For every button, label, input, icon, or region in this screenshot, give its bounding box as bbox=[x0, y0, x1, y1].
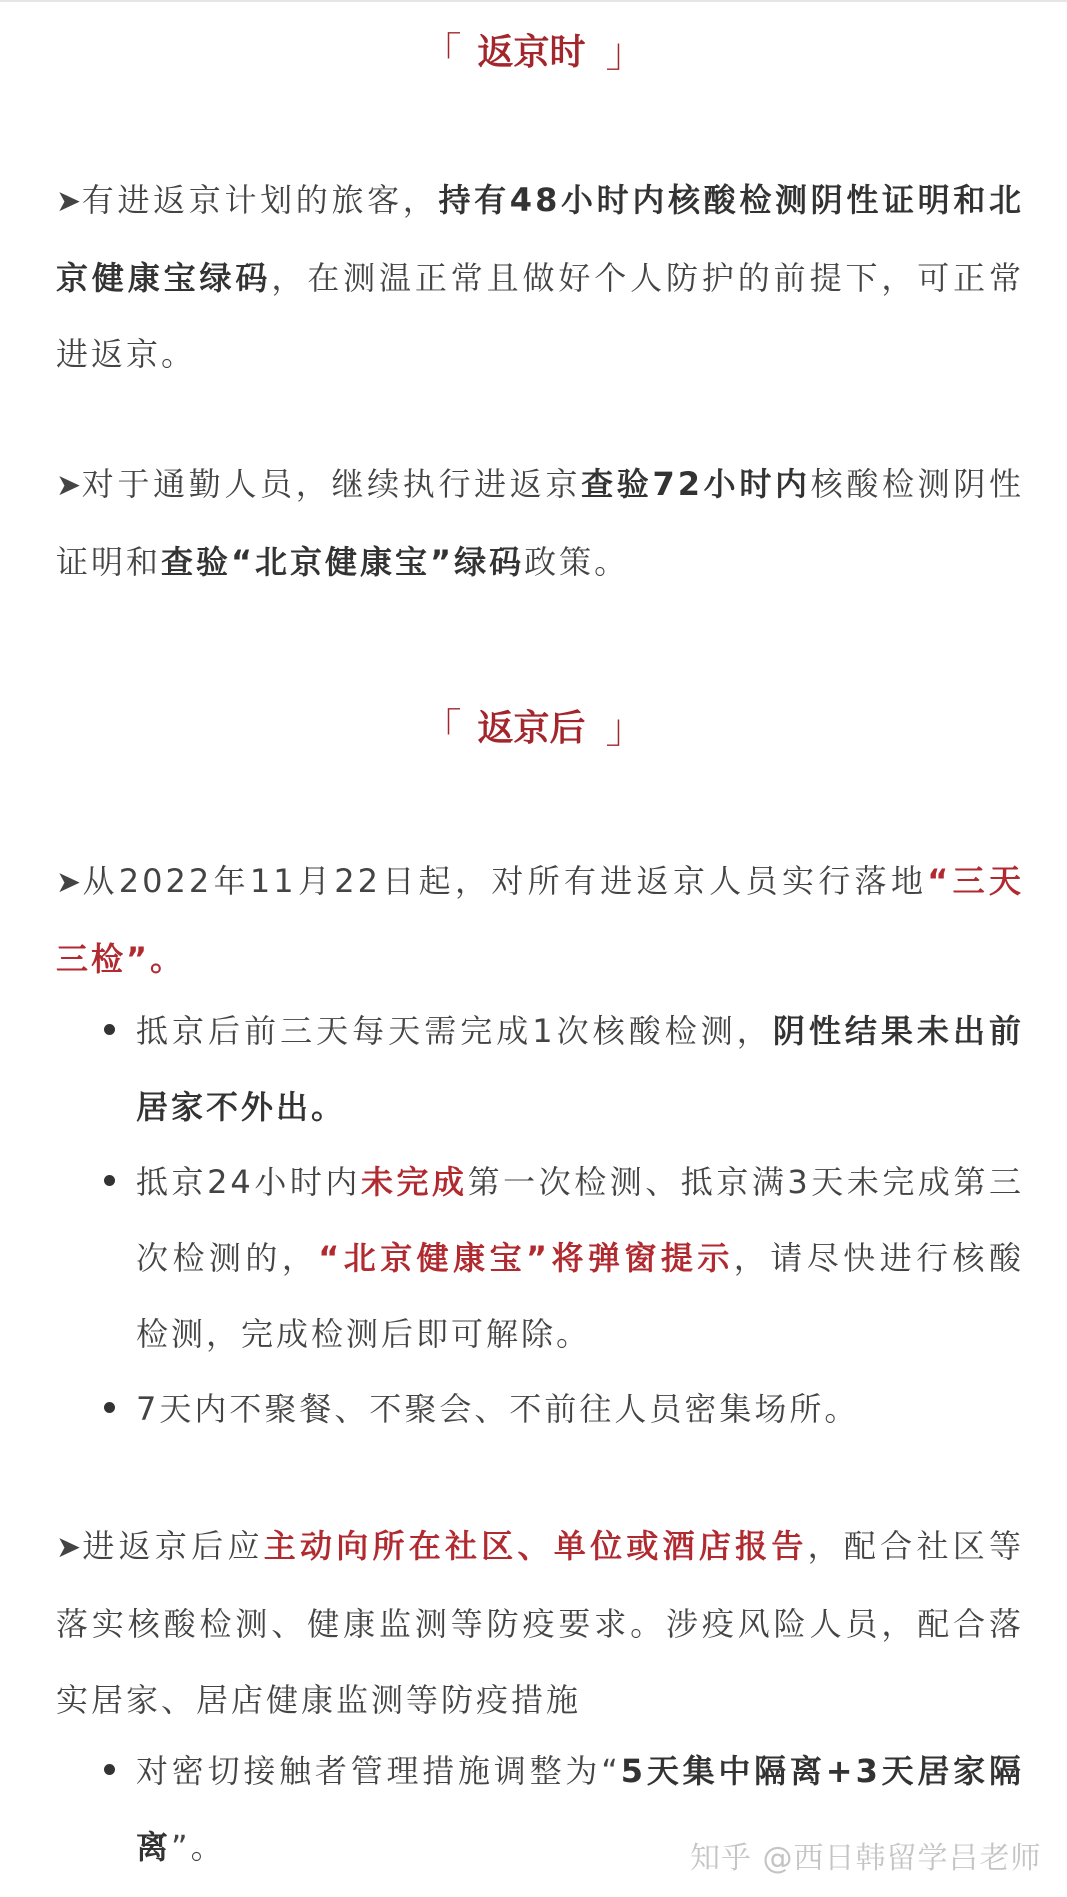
arrow-icon: ➤ bbox=[56, 865, 82, 900]
bracket-close: 」 bbox=[605, 705, 646, 752]
bullet-item-no-gathering: 7天内不聚餐、不聚会、不前往人员密集场所。 bbox=[136, 1390, 860, 1428]
emphasis-report: 主动向所在社区、单位或酒店报告 bbox=[263, 1527, 808, 1565]
paragraph-commuters: ➤对于通勤人员，继续执行进返京查验72小时内核酸检测阴性证明和查验“北京健康宝”绿码政策。 bbox=[56, 465, 1024, 581]
section-heading-return-time bbox=[0, 19, 1067, 79]
emphasis-not-completed: 未完成 bbox=[360, 1163, 468, 1201]
arrow-icon: ➤ bbox=[56, 1530, 82, 1565]
bullet-dot-icon bbox=[104, 1175, 115, 1186]
zhihu-watermark: 知乎 @西日韩留学吕老师 bbox=[690, 1841, 1042, 1876]
emphasis-three-tests: “三天三检”。 bbox=[56, 862, 1024, 978]
emphasis-72h: 查验72小时内 bbox=[581, 465, 811, 503]
bullet-dot-icon bbox=[104, 1402, 115, 1413]
heading-text: 返京后 bbox=[477, 707, 586, 749]
bullet-dot-icon bbox=[104, 1764, 115, 1775]
bracket-open: 「 bbox=[421, 29, 462, 76]
top-divider bbox=[0, 0, 1067, 2]
bullet-dot-icon bbox=[104, 1024, 115, 1035]
section-heading-after-return bbox=[0, 695, 1067, 755]
emphasis-requirement: 持有48小时内核酸检测阴性证明和北京健康宝绿码 bbox=[56, 181, 1024, 297]
emphasis-quarantine: 5天集中隔离+3天居家隔离 bbox=[136, 1752, 1024, 1866]
emphasis-health-code: 查验“北京健康宝”绿码 bbox=[161, 543, 525, 581]
bullet-item-daily-test: 抵京后前三天每天需完成1次核酸检测，阴性结果未出前居家不外出。 bbox=[136, 1012, 1024, 1126]
bracket-open: 「 bbox=[421, 705, 462, 752]
emphasis-stay-home: 阴性结果未出前居家不外出。 bbox=[136, 1012, 1024, 1126]
arrow-icon: ➤ bbox=[56, 468, 82, 503]
paragraph-travelers: ➤有进返京计划的旅客，持有48小时内核酸检测阴性证明和北京健康宝绿码，在测温正常且做好个人防护的前提下，可正常进返京。 bbox=[56, 181, 1024, 373]
bullet-item-close-contacts: 对密切接触者管理措施调整为“5天集中隔离+3天居家隔离”。 bbox=[136, 1752, 1024, 1866]
bullet-item-popup: 抵京24小时内未完成第一次检测、抵京满3天未完成第三次检测的，“北京健康宝”将弹窗提示，请尽快进行核酸检测，完成检测后即可解除。 bbox=[136, 1163, 1024, 1353]
emphasis-popup: “北京健康宝”将弹窗提示 bbox=[318, 1239, 734, 1277]
paragraph-three-days-three-tests: ➤从2022年11月22日起，对所有进返京人员实行落地“三天三检”。 bbox=[56, 862, 1024, 978]
arrow-icon: ➤ bbox=[56, 184, 82, 219]
heading-text: 返京时 bbox=[477, 31, 586, 73]
bracket-close: 」 bbox=[605, 29, 646, 76]
paragraph-report: ➤进返京后应主动向所在社区、单位或酒店报告，配合社区等落实核酸检测、健康监测等防疫要求。涉疫风险人员，配合落实居家、居店健康监测等防疫措施 bbox=[56, 1527, 1024, 1719]
